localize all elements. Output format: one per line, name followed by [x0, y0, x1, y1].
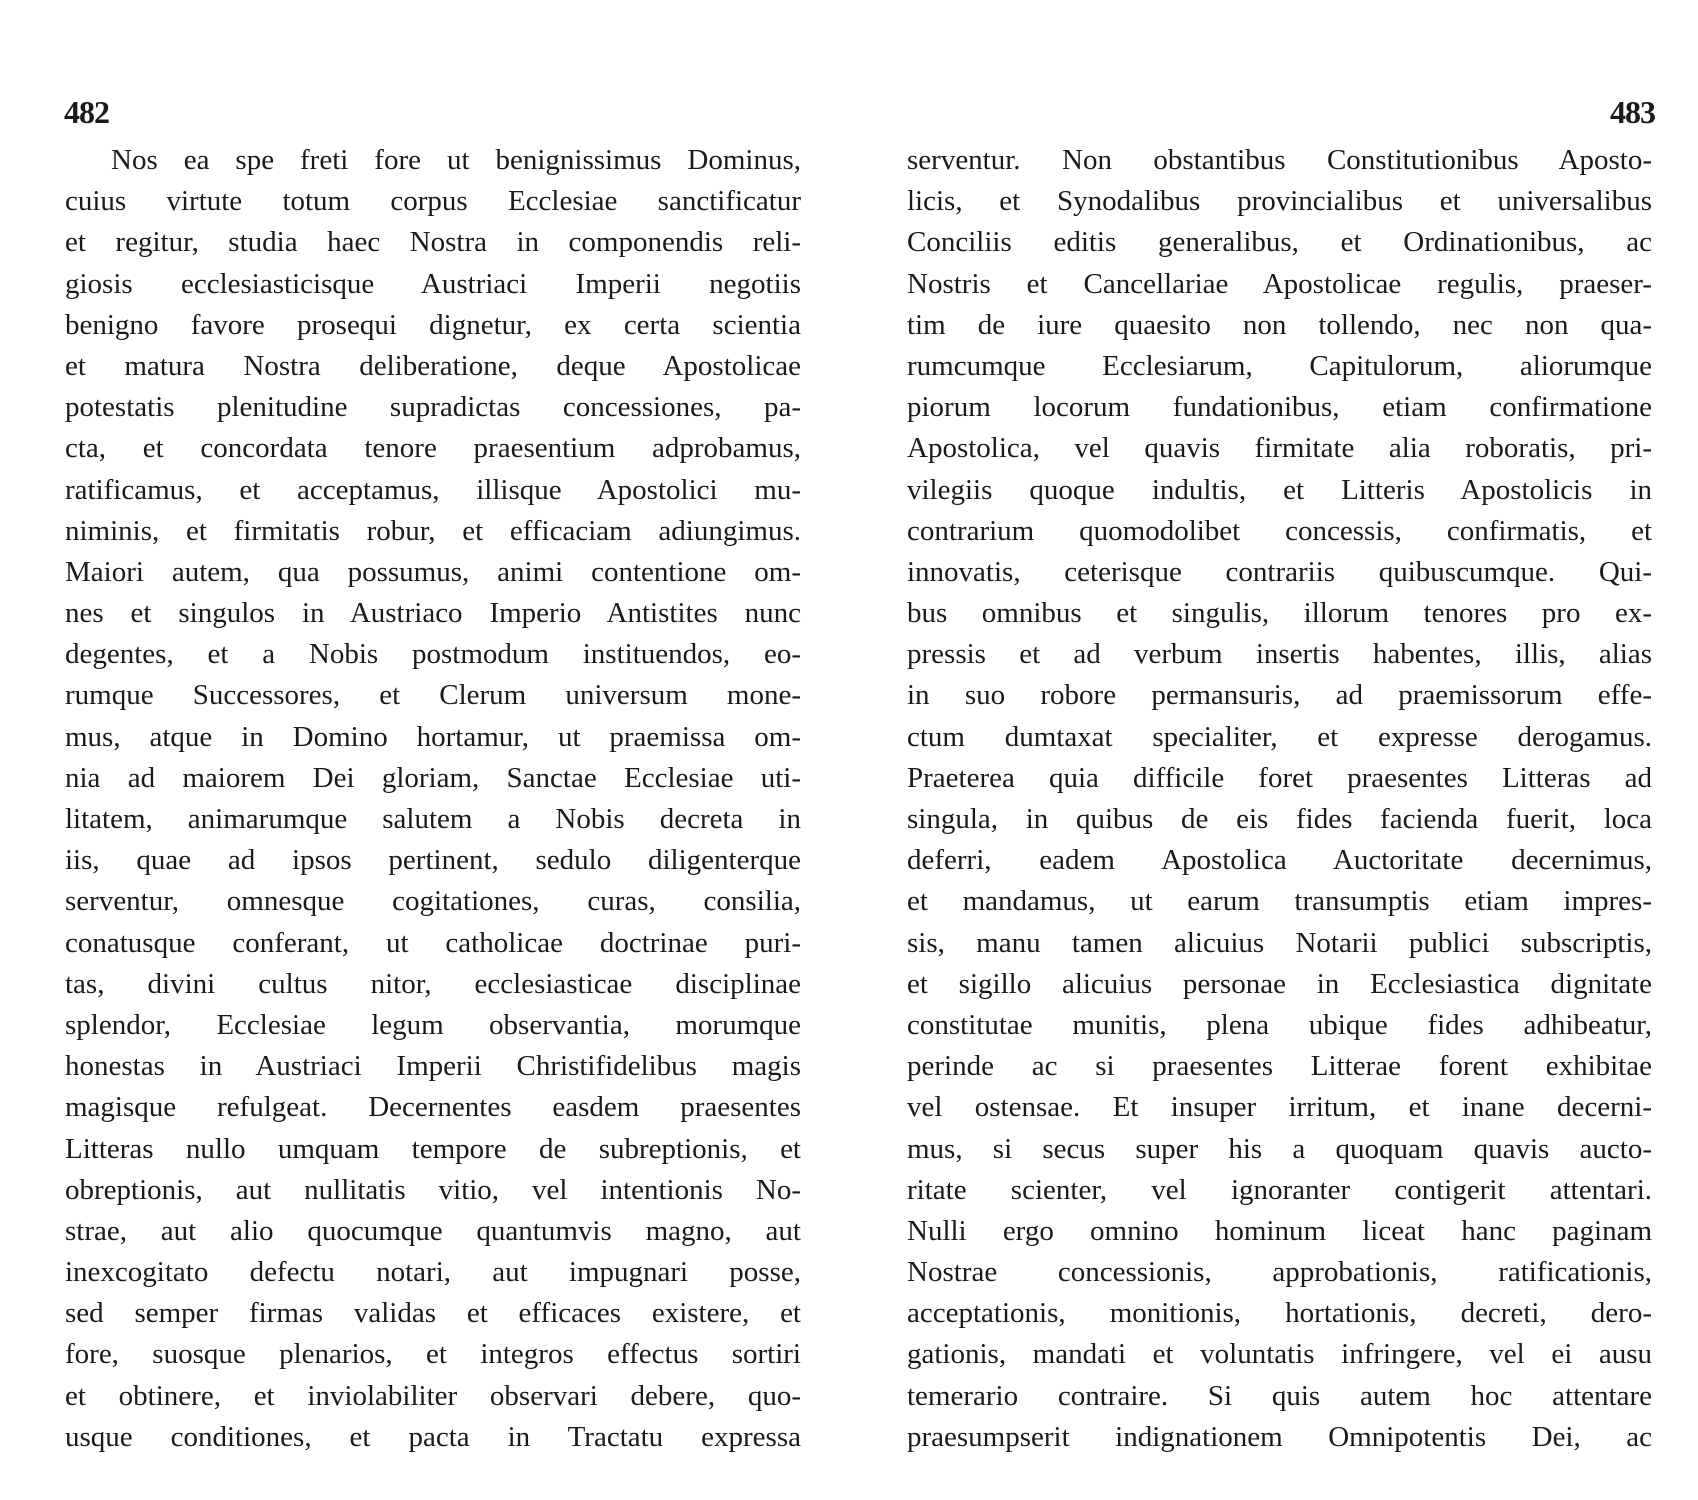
text-line: serventur. Non obstantibus Constitutionibus Aposto-: [907, 144, 1652, 176]
left-page-text: [65, 140, 801, 1458]
text-line: inexcogitato defectu notari, aut impugnari posse,: [65, 1256, 801, 1289]
text-line: deferri, eadem Apostolica Auctoritate decernimus,: [907, 844, 1652, 877]
text-line: mus, si secus super his a quoquam quavis aucto-: [907, 1132, 1652, 1165]
text-line: strae, aut alio quocumque quantumvis magno, aut: [65, 1214, 801, 1247]
text-line: acceptationis, monitionis, hortationis, decreti, dero-: [907, 1297, 1652, 1330]
text-line: mus, atque in Domino hortamur, ut praemissa om-: [65, 720, 801, 753]
text-line: singula, in quibus de eis fides facienda fuerit, loca: [907, 803, 1652, 835]
text-line: conatusque conferant, ut catholicae doctrinae puri-: [65, 926, 801, 959]
text-line: magisque refulgeat. Decernentes easdem praesentes: [65, 1091, 801, 1124]
right-page-number: 483: [1610, 94, 1655, 130]
text-line: benigno favore prosequi dignetur, ex certa scientia: [65, 308, 801, 341]
text-line: Nulli ergo omnino hominum liceat hanc paginam: [907, 1214, 1652, 1247]
text-line: licis, et Synodalibus provincialibus et universalibus: [907, 185, 1652, 218]
text-line: obreptionis, aut nullitatis vitio, vel intentionis No-: [65, 1173, 801, 1206]
text-line: Praeterea quia difficile foret praesentes Litteras ad: [907, 761, 1652, 794]
text-line: innovatis, ceterisque contrariis quibuscumque. Qui-: [907, 555, 1652, 588]
text-line: Nostris et Cancellariae Apostolicae regulis, praeser-: [907, 267, 1652, 300]
text-line: ratificamus, et acceptamus, illisque Apostolici mu-: [65, 473, 801, 506]
text-line: ctum dumtaxat specialiter, et expresse derogamus.: [907, 720, 1652, 753]
text-line: praesumpserit indignationem Omnipotentis Dei, ac: [907, 1420, 1652, 1453]
text-line: piorum locorum fundationibus, etiam confirmatione: [907, 391, 1652, 424]
text-line: usque conditiones, et pacta in Tractatu expressa: [65, 1420, 801, 1453]
text-line: Conciliis editis generalibus, et Ordinationibus, ac: [907, 226, 1652, 259]
text-line: bus omnibus et singulis, illorum tenores pro ex-: [907, 597, 1652, 630]
right-page-text: [907, 140, 1652, 1458]
text-line: vilegiis quoque indultis, et Litteris Apostolicis in: [907, 473, 1652, 506]
text-line: Nostrae concessionis, approbationis, ratificationis,: [907, 1256, 1652, 1289]
text-line: vel ostensae. Et insuper irritum, et inane decerni-: [907, 1091, 1652, 1124]
text-line: Nos ea spe freti fore ut benignissimus Dominus,: [111, 144, 801, 176]
text-line: in suo robore permansuris, ad praemissorum effe-: [907, 679, 1652, 712]
text-line: cta, et concordata tenore praesentium adprobamus,: [65, 432, 801, 465]
text-line: et regitur, studia haec Nostra in componendis reli-: [65, 226, 801, 259]
text-line: nia ad maiorem Dei gloriam, Sanctae Ecclesiae uti-: [65, 761, 801, 794]
text-line: giosis ecclesiasticisque Austriaci Imperii negotiis: [65, 267, 801, 300]
text-line: tim de iure quaesito non tollendo, nec non qua-: [907, 308, 1652, 341]
text-line: et mandamus, ut earum transumptis etiam impres-: [907, 885, 1652, 918]
text-line: serventur, omnesque cogitationes, curas, consilia,: [65, 885, 801, 918]
text-line: rumcumque Ecclesiarum, Capitulorum, aliorumque: [907, 349, 1652, 382]
text-line: degentes, et a Nobis postmodum instituendos, eo-: [65, 638, 801, 671]
text-line: niminis, et firmitatis robur, et efficaciam adiungimus.: [65, 514, 801, 547]
text-line: gationis, mandati et voluntatis infringere, vel ei ausu: [907, 1338, 1652, 1371]
text-line: litatem, animarumque salutem a Nobis decreta in: [65, 803, 801, 835]
text-line: Litteras nullo umquam tempore de subreptionis, et: [65, 1132, 801, 1165]
text-line: Maiori autem, qua possumus, animi contentione om-: [65, 555, 801, 588]
text-line: temerario contraire. Si quis autem hoc attentare: [907, 1379, 1652, 1412]
text-line: et obtinere, et inviolabiliter observari debere, quo-: [65, 1379, 801, 1412]
text-line: sed semper firmas validas et efficaces existere, et: [65, 1297, 801, 1330]
text-line: contrarium quomodolibet concessis, confirmatis, et: [907, 514, 1652, 547]
text-line: rumque Successores, et Clerum universum mone-: [65, 679, 801, 712]
text-line: nes et singulos in Austriaco Imperio Antistites nunc: [65, 597, 801, 630]
text-line: splendor, Ecclesiae legum observantia, morumque: [65, 1008, 801, 1041]
text-line: honestas in Austriaci Imperii Christifidelibus magis: [65, 1050, 801, 1083]
text-line: et matura Nostra deliberatione, deque Apostolicae: [65, 349, 801, 382]
text-line: Apostolica, vel quavis firmitate alia roboratis, pri-: [907, 432, 1652, 465]
text-line: tas, divini cultus nitor, ecclesiasticae disciplinae: [65, 967, 801, 1000]
text-line: constitutae munitis, plena ubique fides adhibeatur,: [907, 1008, 1652, 1041]
text-line: potestatis plenitudine supradictas concessiones, pa-: [65, 391, 801, 424]
text-line: et sigillo alicuius personae in Ecclesiastica dignitate: [907, 967, 1652, 1000]
text-line: sis, manu tamen alicuius Notarii publici subscriptis,: [907, 926, 1652, 959]
text-line: pressis et ad verbum insertis habentes, illis, alias: [907, 638, 1652, 671]
left-page-number: 482: [64, 94, 109, 130]
text-line: fore, suosque plenarios, et integros effectus sortiri: [65, 1338, 801, 1371]
text-line: iis, quae ad ipsos pertinent, sedulo diligenterque: [65, 844, 801, 877]
text-line: ritate scienter, vel ignoranter contigerit attentari.: [907, 1173, 1652, 1206]
text-line: perinde ac si praesentes Litterae forent exhibitae: [907, 1050, 1652, 1083]
text-line: cuius virtute totum corpus Ecclesiae sanctificatur: [65, 185, 801, 218]
